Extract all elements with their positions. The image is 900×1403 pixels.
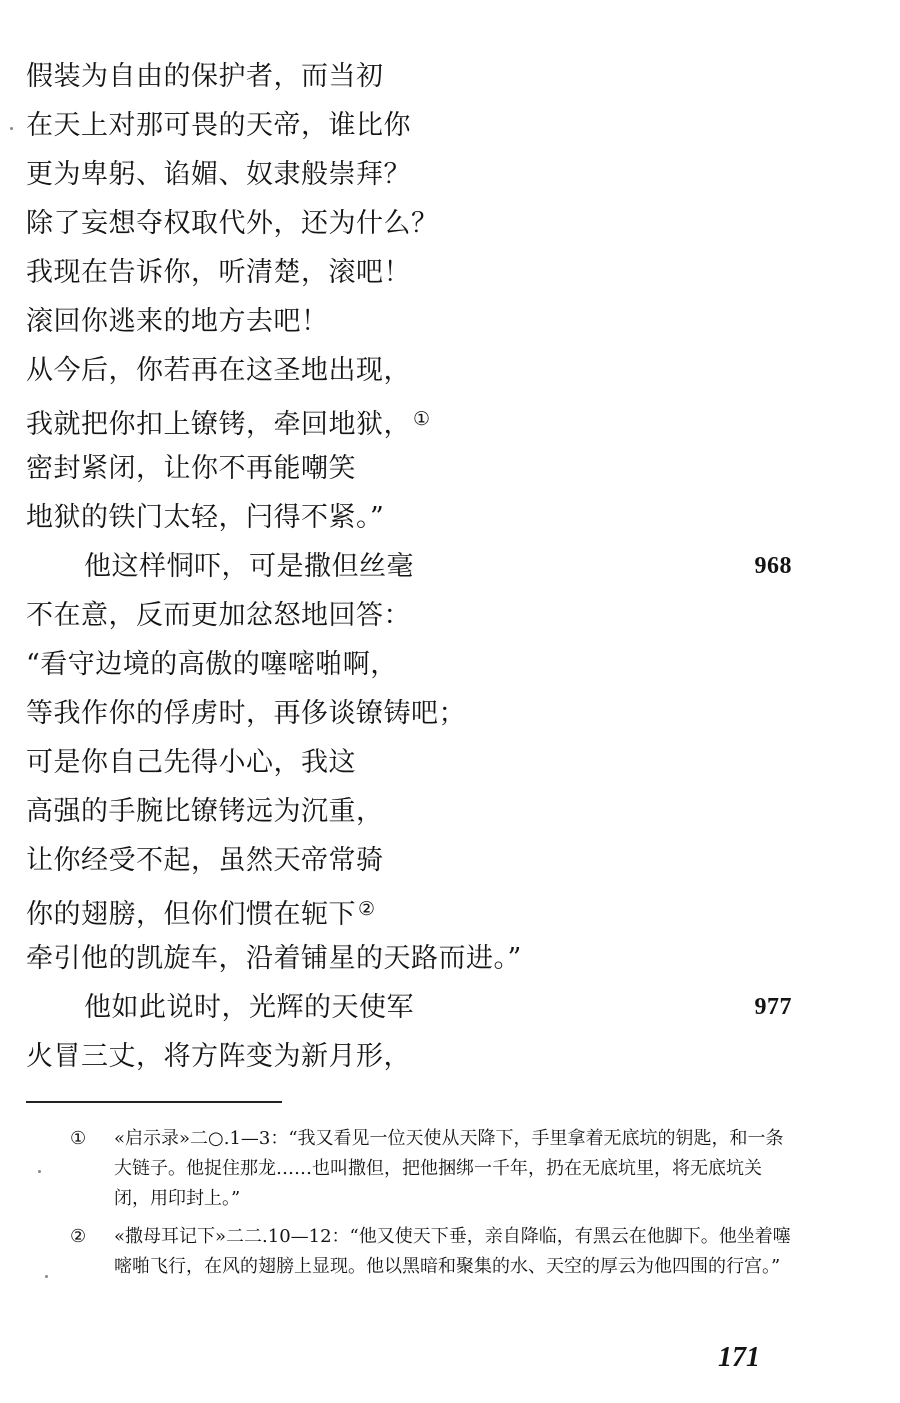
poem-line [26,640,806,689]
scan-speck [45,1275,48,1278]
page-number: 171 [718,1342,760,1373]
footnote-mark: ② [70,1226,87,1247]
poem-line [26,199,806,248]
poem-line-text: 除了妄想夺权取代外，还为什么？ [26,208,439,239]
scan-speck [10,127,13,130]
poem-line-text: 从今后，你若再在这圣地出现， [26,355,411,386]
poem-line-text: 等我作你的俘虏时，再侈谈镣铸吧； [26,698,466,729]
poem-line-text: 我现在告诉你，听清楚，滚吧！ [26,257,411,288]
poem-line-text: 牵引他的凯旋车，沿着铺星的天路而进。” [26,943,522,974]
footnote-text: «启示录»二○.1—3：“我又看见一位天使从天降下，手里拿着无底坑的钥匙，和一条大链子。他捉住那龙……也叫撒但，把他捆绑一千年，扔在无底坑里，将无底坑关闭，用印封上。” [114,1128,784,1209]
poem-line [26,101,806,150]
line-number: 968 [754,553,792,579]
poem-line [26,885,806,934]
footnote-text: «撒母耳记下»二二.10—12：“他又使天下垂，亲自降临，有黑云在他脚下。他坐着噻嘧啪飞行，在风的翅膀上显现。他以黑暗和聚集的水、天空的厚云为他四围的行宫。” [114,1226,791,1277]
poem-line-text: 他这样恫吓，可是撒但丝毫 [84,551,414,582]
poem-line [26,150,806,199]
poem-line [26,297,806,346]
line-number: 977 [754,994,792,1020]
poem-line-text: 你的翅膀，但你们惯在轭下 [26,899,356,930]
poem-line [26,444,806,493]
poem-line-text: 我就把你扣上镣铐，牵回地狱， [26,409,411,440]
poem-line [26,542,806,591]
footnote-reference: ② [358,898,376,920]
footnote-mark: ① [70,1128,87,1149]
poem-line-text: 地狱的铁门太轻，闩得不紧。” [26,502,385,533]
poem-line-text: 在天上对那可畏的天帝，谁比你 [26,110,411,141]
footnote-divider [26,1101,282,1103]
poem-line [26,983,806,1032]
poem-line-text: 让你经受不起，虽然天帝常骑 [26,845,384,876]
poem-line-text: 假装为自由的保护者，而当初 [26,61,384,92]
poem-line-text: “看守边境的高傲的噻嘧啪啊， [26,649,398,680]
poem-line-text: 不在意，反而更加忿怒地回答： [26,600,411,631]
footnotes [70,1124,792,1290]
poem-line [26,836,806,885]
scan-speck [38,1170,41,1173]
poem-body [26,52,806,1081]
poem-line [26,738,806,787]
poem-line-text: 可是你自己先得小心，我这 [26,747,356,778]
footnote-reference: ① [413,408,431,430]
poem-line [26,248,806,297]
footnote [70,1222,792,1282]
poem-line-text: 高强的手腕比镣铐远为沉重， [26,796,384,827]
poem-line [26,934,806,983]
poem-line [26,1032,806,1081]
poem-line [26,591,806,640]
poem-line-text: 滚回你逃来的地方去吧！ [26,306,329,337]
poem-line-text: 更为卑躬、谄媚、奴隶般崇拜？ [26,159,411,190]
footnote [70,1124,792,1214]
poem-line-text: 他如此说时，光辉的天使军 [84,992,414,1023]
poem-line [26,787,806,836]
poem-line [26,493,806,542]
poem-line-text: 火冒三丈，将方阵变为新月形， [26,1041,411,1072]
poem-line [26,52,806,101]
poem-line-text: 密封紧闭，让你不再能嘲笑 [26,453,356,484]
poem-line [26,346,806,395]
poem-line [26,689,806,738]
poem-line [26,395,806,444]
